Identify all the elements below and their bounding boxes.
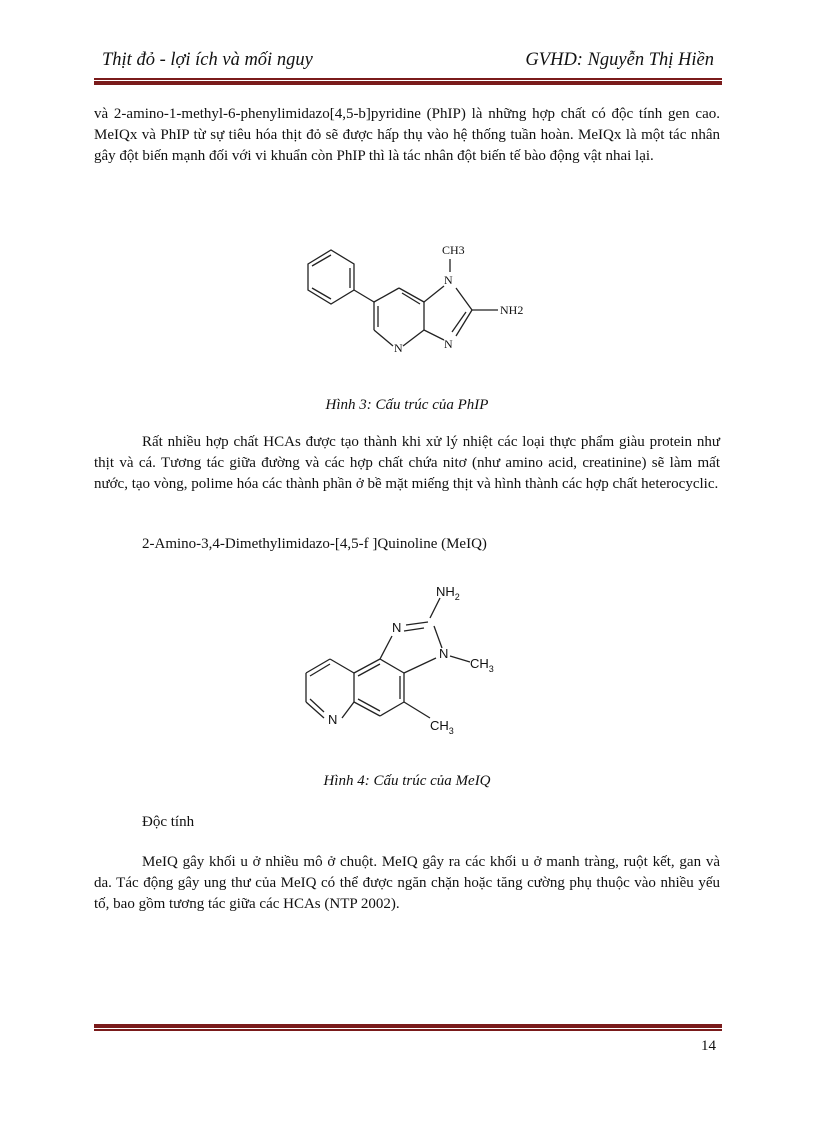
pyridine-ring	[374, 288, 424, 346]
header-title: Thịt đỏ - lợi ích và mối nguy	[102, 50, 313, 70]
paragraph-hca-formation: Rất nhiều hợp chất HCAs được tạo thành khi xử lý nhiệt các loại thực phẩm giàu protein như thịt và cá. Tương tác giữa đường và các hợp chất chứa nitơ (như amino acid, creatinine) sẽ làm mất nước, tạo vòng, polime hóa các thành phần ở bề mặt miếng thịt và hình thành các hợp chất heterocyclic.	[94, 434, 720, 492]
label-n1: N	[444, 273, 453, 287]
meiq-structure-figure	[296, 578, 506, 753]
phenyl-ring	[308, 250, 354, 304]
header-rule	[94, 78, 722, 86]
c-methyl-bond	[404, 702, 430, 718]
paragraph-phip-intro: và 2-amino-1-methyl-6-phenylimidazo[4,5-b]pyridine (PhIP) là những hợp chất có độc tính gen cao. MeIQx và PhIP từ sự tiêu hóa thịt đỏ sẽ được hấp thụ vào hệ thống tuần hoàn. MeIQx là một tác nhân gây đột biến mạnh đối với vi khuẩn còn PhIP thì là tác nhân đột biến tế bào động vật nhai lại.	[94, 106, 720, 164]
meiq-structure-svg	[296, 578, 506, 753]
label-n-pyridine: N	[394, 341, 403, 355]
footer-rule	[94, 1024, 722, 1032]
figure-4-caption: Hình 4: Cấu trúc của MeIQ	[323, 773, 491, 789]
header-rule-thick	[94, 81, 722, 85]
imidazole-ring	[424, 286, 472, 340]
running-header	[94, 50, 722, 76]
section-heading-toxicity: Độc tính	[142, 814, 195, 830]
phip-structure-svg	[296, 222, 576, 372]
quinoline-pyridine-ring	[306, 659, 354, 718]
label-n-pyridine: N	[328, 712, 338, 727]
n-methyl-bond	[450, 656, 470, 662]
label-nh2: $NH_2$	[436, 584, 460, 602]
label-ch3-bottom: $CH_3$	[430, 718, 454, 736]
page-number: 14	[701, 1038, 716, 1054]
header-supervisor: GVHD: Nguyễn Thị Hiền	[525, 50, 714, 70]
header-rule-thin	[94, 78, 722, 80]
amino-bond	[430, 598, 440, 618]
label-n3: N	[444, 337, 453, 351]
footer-rule-thin	[94, 1029, 722, 1031]
paragraph-meiq-name: 2-Amino-3,4-Dimethylimidazo-[4,5-f ]Quinoline (MeIQ)	[142, 536, 487, 552]
quinoline-benzo-ring	[354, 659, 404, 716]
label-ch3: CH3	[442, 243, 465, 257]
phip-structure-figure	[296, 222, 576, 372]
figure-3-caption: Hình 3: Cấu trúc của PhIP	[325, 397, 489, 413]
label-nh2: NH2	[500, 303, 524, 317]
label-ch3-right: $CH_3$	[470, 656, 494, 674]
label-n-top: N	[392, 620, 402, 635]
paragraph-meiq-toxicity: MeIQ gây khối u ở nhiều mô ở chuột. MeIQ gây ra các khối u ở manh tràng, ruột kết, gan và da. Tác động gây ung thư của MeIQ có thể được ngăn chặn hoặc tăng cường phụ thuộc vào nhiều yếu tố, bao gồm tương tác giữa các HCAs (NTP 2002).	[94, 854, 720, 912]
label-n-methyl: N	[439, 646, 449, 661]
meiq-atom-labels	[328, 584, 494, 736]
meiq-imidazole-ring	[380, 622, 442, 673]
phenyl-pyridine-bond	[354, 290, 374, 302]
footer-rule-thick	[94, 1024, 722, 1028]
